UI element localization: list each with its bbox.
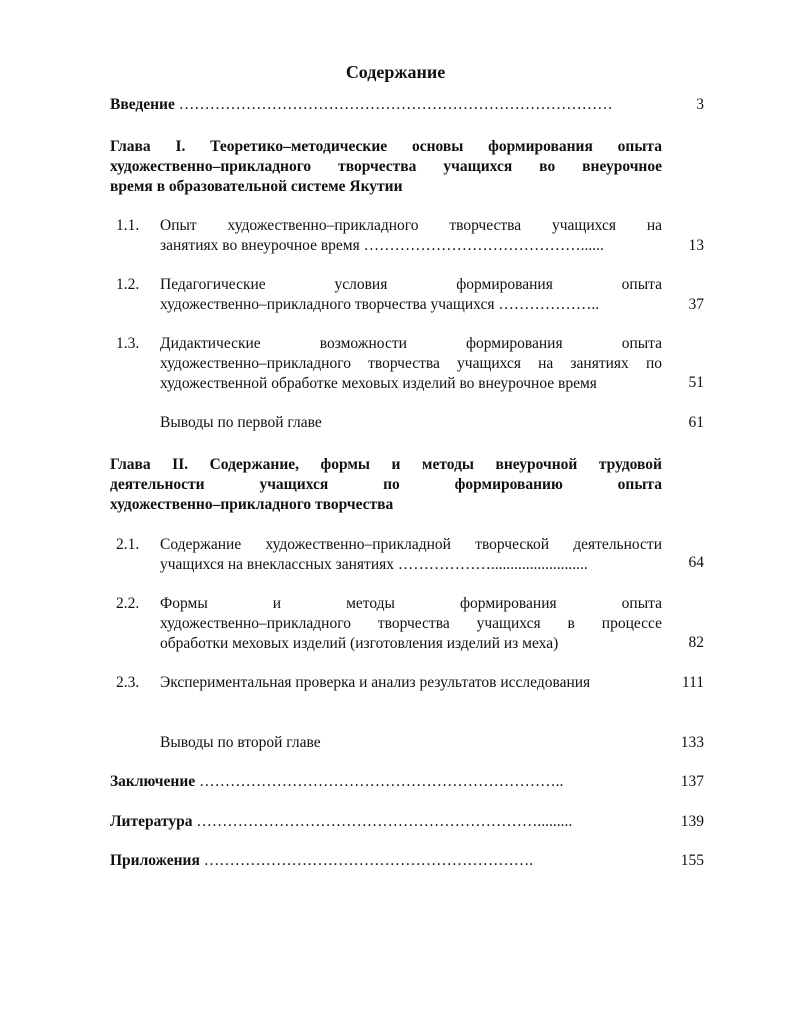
toc-entry-literature bbox=[110, 812, 704, 832]
toc-page-number: 51 bbox=[688, 374, 704, 391]
toc-page-number: 61 bbox=[688, 414, 704, 431]
chapter-heading-2 bbox=[110, 455, 662, 515]
toc-page-number: 64 bbox=[688, 554, 704, 571]
section-number: 2.2. bbox=[116, 595, 140, 612]
toc-page-number: 133 bbox=[680, 734, 704, 751]
toc-entry-intro bbox=[110, 95, 704, 115]
section-line: художественно–прикладного творчества учащихся в процессе bbox=[160, 615, 662, 632]
toc-entry-2-2 bbox=[160, 594, 662, 654]
toc-label: Литература bbox=[110, 813, 193, 830]
toc-page-number: 82 bbox=[688, 634, 704, 651]
section-number: 2.3. bbox=[116, 674, 140, 691]
toc-entry-1-2 bbox=[160, 275, 662, 315]
section-line: Опыт художественно–прикладного творчества учащихся на bbox=[160, 217, 662, 234]
chapter-line: Глава II. Содержание, формы и методы внеурочной трудовой bbox=[110, 456, 662, 473]
toc-page-number: 111 bbox=[681, 674, 704, 691]
chapter-line: художественно–прикладного творчества учащихся во внеурочное bbox=[110, 158, 662, 175]
section-line: Содержание художественно–прикладной творческой деятельности bbox=[160, 536, 662, 553]
toc-label: Введение bbox=[110, 96, 175, 113]
section-line: художественной обработке меховых изделий во внеурочное время bbox=[160, 375, 597, 392]
toc-label: Заключение bbox=[110, 773, 196, 790]
toc-page-number: 137 bbox=[680, 773, 704, 790]
toc-page-number: 3 bbox=[696, 96, 704, 113]
toc-entry-appendix bbox=[110, 851, 704, 871]
toc-entry-conclusion bbox=[110, 772, 704, 792]
section-line: учащихся на внеклассных занятиях ………………......................... bbox=[160, 556, 588, 573]
chapter-heading-1 bbox=[110, 137, 662, 197]
section-number: 1.2. bbox=[116, 276, 140, 293]
toc-entry-chapter1-conclusions: Выводы по первой главе bbox=[160, 414, 322, 431]
toc-page-number: 13 bbox=[688, 237, 704, 254]
section-line: Дидактические возможности формирования опыта bbox=[160, 335, 662, 352]
toc-entry-1-3 bbox=[160, 334, 662, 394]
chapter-line: деятельности учащихся по формированию опыта bbox=[110, 476, 662, 493]
chapter-line: Глава I. Теоретико–методические основы формирования опыта bbox=[110, 138, 662, 155]
toc-entry-chapter2-conclusions: Выводы по второй главе bbox=[160, 734, 321, 751]
section-line: художественно–прикладного творчества учащихся на занятиях по bbox=[160, 355, 662, 372]
toc-entry-1-1 bbox=[160, 216, 662, 256]
section-line: Педагогические условия формирования опыта bbox=[160, 276, 662, 293]
toc-page-number: 155 bbox=[680, 852, 704, 869]
section-line: Формы и методы формирования опыта bbox=[160, 595, 662, 612]
toc-page-number: 37 bbox=[688, 296, 704, 313]
toc-page-number: 139 bbox=[680, 813, 704, 830]
section-number: 1.3. bbox=[116, 335, 140, 352]
toc-leader: …………………………………………………………….. bbox=[199, 773, 564, 790]
toc-leader: ………………………………………………………. bbox=[203, 852, 534, 869]
section-line: обработки меховых изделий (изготовления изделий из меха) bbox=[160, 635, 559, 652]
section-line: художественно–прикладного творчества учащихся ……………….. bbox=[160, 296, 600, 313]
toc-label: Приложения bbox=[110, 852, 200, 869]
chapter-line: художественно–прикладного творчества bbox=[110, 496, 394, 513]
section-number: 2.1. bbox=[116, 536, 140, 553]
toc-leader: ………………………………………………………………………… bbox=[178, 96, 613, 113]
toc-entry-2-1 bbox=[160, 535, 662, 575]
toc-leader: …………………………………………………………......... bbox=[196, 813, 573, 830]
chapter-line: время в образовательной системе Якутии bbox=[110, 178, 403, 195]
section-line: занятиях во внеурочное время ……………………………………...... bbox=[160, 237, 604, 254]
section-number: 1.1. bbox=[116, 217, 140, 234]
page-title: Содержание bbox=[345, 62, 446, 82]
toc-entry-2-3: Экспериментальная проверка и анализ результатов исследования bbox=[160, 674, 591, 691]
